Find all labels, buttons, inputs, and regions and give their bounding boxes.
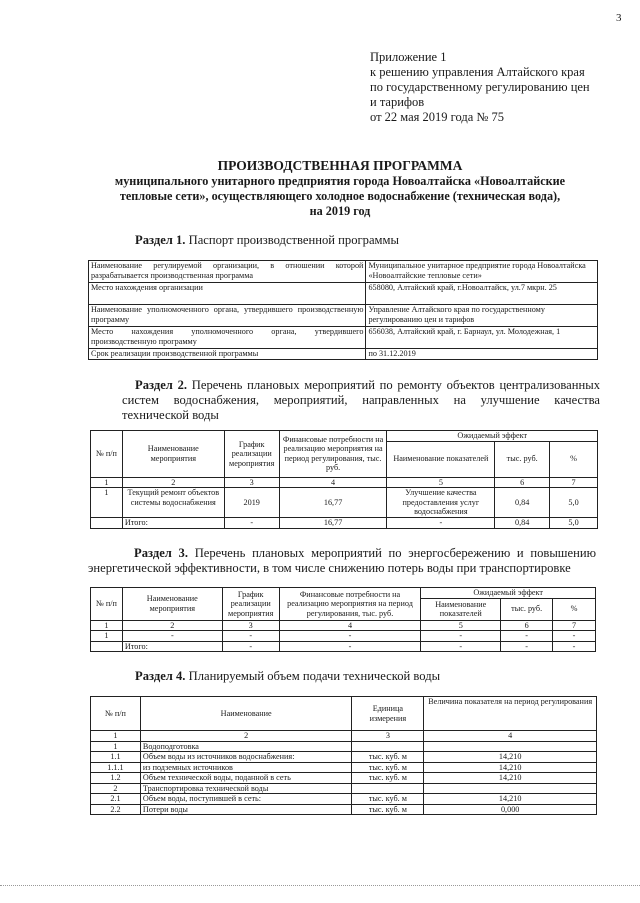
total-indicator: - [387, 518, 495, 529]
column-number: 5 [421, 620, 501, 631]
row-value: 0,000 [424, 804, 597, 815]
column-number: 4 [279, 620, 421, 631]
scan-edge-line [0, 885, 640, 886]
row-pct: - [553, 631, 596, 642]
row-value: 14,210 [424, 752, 597, 763]
passport-value: Муниципальное унитарное предприятие города Новоалтайска «Новоалтайские тепловые сети» [366, 261, 598, 283]
table-row [91, 794, 597, 805]
table-row [89, 327, 598, 349]
row-pct: 5,0 [550, 488, 598, 518]
section2-title: Перечень плановых мероприятий по ремонту объектов централизованных систем водоснабжения, мероприятий, направленных на улучшение качества технической воды [122, 378, 600, 422]
passport-label: Срок реализации производственной программы [89, 349, 366, 360]
total-rub: 0,84 [495, 518, 550, 529]
col-name-header: Наименование мероприятия [122, 431, 224, 478]
total-label: Итого: [122, 518, 224, 529]
total-finance: - [279, 641, 421, 652]
total-rub: - [501, 641, 553, 652]
table-row [91, 752, 597, 763]
table-total-row [91, 641, 596, 652]
column-number: 3 [222, 620, 279, 631]
row-name: Объем воды, поступившей в сеть: [140, 794, 352, 805]
col-finance-header: Финансовые потребности на реализацию мероприятия на период регулирования, тыс. руб. [279, 588, 421, 621]
section4-heading [135, 669, 440, 684]
energy-table [90, 587, 596, 652]
col-effect-header: Ожидаемый эффект [387, 431, 598, 442]
column-number: 3 [224, 477, 279, 488]
passport-value: 658080, Алтайский край, г.Новоалтайск, ул.7 мкрн. 25 [366, 283, 598, 305]
appendix-line: к решению управления Алтайского края [370, 65, 585, 79]
row-unit: тыс. куб. м [352, 773, 424, 784]
row-value: 14,210 [424, 794, 597, 805]
col-pct-header: % [550, 441, 598, 477]
column-number: 2 [122, 477, 224, 488]
table-row [89, 283, 598, 305]
col-schedule-header: График реализации мероприятия [222, 588, 279, 621]
total-finance: 16,77 [279, 518, 387, 529]
appendix-line: по государственному регулированию цен [370, 80, 590, 94]
appendix-block [370, 50, 590, 125]
volume-table [90, 696, 597, 815]
row-unit [352, 783, 424, 794]
table-row [91, 631, 596, 642]
section3-heading [88, 546, 596, 576]
section1-title: Паспорт производственной программы [188, 233, 399, 247]
col-finance-header: Финансовые потребности на реализацию мероприятия на период регулирования, тыс. руб. [279, 431, 387, 478]
row-name: Объем технической воды, поданной в сеть [140, 773, 352, 784]
title-line: муниципального унитарного предприятия города Новоалтайска «Новоалтайские [114, 174, 566, 188]
column-number: 5 [387, 477, 495, 488]
column-number-row [91, 477, 598, 488]
total-label: Итого: [122, 641, 222, 652]
col-num-header: № п/п [91, 431, 123, 478]
repair-table [90, 430, 598, 529]
row-value: 14,210 [424, 762, 597, 773]
passport-label: Наименование уполномоченного органа, утвердившего производственную программу [89, 305, 366, 327]
row-value [424, 783, 597, 794]
column-number: 4 [424, 731, 597, 742]
table-row [89, 305, 598, 327]
row-rub: 0,84 [495, 488, 550, 518]
col-name-header: Наименование [140, 697, 352, 731]
row-schedule: - [222, 631, 279, 642]
table-row [91, 804, 597, 815]
table-header-row [91, 588, 596, 599]
column-number: 7 [553, 620, 596, 631]
section4-title: Планируемый объем подачи технической воды [188, 669, 441, 683]
row-name: - [122, 631, 222, 642]
row-num: 2.1 [91, 794, 141, 805]
column-number: 6 [495, 477, 550, 488]
column-number-row [91, 620, 596, 631]
col-effect-header: Ожидаемый эффект [421, 588, 596, 599]
col-rub-header: тыс. руб. [501, 598, 553, 620]
column-number: 1 [91, 731, 141, 742]
row-finance: 16,77 [279, 488, 387, 518]
row-value [424, 741, 597, 752]
table-row [91, 741, 597, 752]
section4-label: Раздел 4. [135, 669, 186, 683]
table-header-row [91, 697, 597, 731]
passport-label: Место нахождения организации [89, 283, 366, 305]
title-line: тепловые сети», осуществляющего холодное водоснабжение (техническая вода), [119, 189, 561, 203]
column-number: 1 [91, 477, 123, 488]
row-num: 2.2 [91, 804, 141, 815]
table-row [91, 773, 597, 784]
row-num: 1.1.1 [91, 762, 141, 773]
column-number: 4 [279, 477, 387, 488]
row-schedule: 2019 [224, 488, 279, 518]
passport-label: Место нахождения уполномоченного органа, утвердившего производственную программу [89, 327, 366, 349]
passport-table [88, 260, 598, 360]
section2-label: Раздел 2. [135, 378, 188, 392]
page-number: 3 [616, 12, 622, 24]
passport-value: 656038, Алтайский край, г. Барнаул, ул. Молодежная, 1 [366, 327, 598, 349]
section1-heading [135, 233, 399, 248]
row-name: Текущий ремонт объектов системы водоснабжения [122, 488, 224, 518]
row-indicator: - [421, 631, 501, 642]
column-number: 2 [140, 731, 352, 742]
column-number: 7 [550, 477, 598, 488]
table-row [89, 349, 598, 360]
appendix-line: и тарифов [370, 95, 425, 109]
row-unit [352, 741, 424, 752]
row-num: 1.1 [91, 752, 141, 763]
row-name: Транспортировка технической воды [140, 783, 352, 794]
table-row [91, 783, 597, 794]
col-num-header: № п/п [91, 697, 141, 731]
table-header-row [91, 431, 598, 442]
passport-value: по 31.12.2019 [366, 349, 598, 360]
column-number-row [91, 731, 597, 742]
row-name: Объем воды из источников водоснабжения: [140, 752, 352, 763]
row-num: 1 [91, 488, 123, 518]
row-indicator: Улучшение качества предоставления услуг водоснабжения [387, 488, 495, 518]
column-number: 6 [501, 620, 553, 631]
row-finance: - [279, 631, 421, 642]
row-unit: тыс. куб. м [352, 804, 424, 815]
total-pct: - [553, 641, 596, 652]
section1-label: Раздел 1. [135, 233, 186, 247]
row-unit: тыс. куб. м [352, 762, 424, 773]
row-num: 1 [91, 741, 141, 752]
row-unit: тыс. куб. м [352, 752, 424, 763]
section2-heading [122, 378, 600, 423]
col-schedule-header: График реализации мероприятия [224, 431, 279, 478]
appendix-line: Приложение 1 [370, 50, 447, 64]
total-schedule: - [222, 641, 279, 652]
col-unit-header: Единица измерения [352, 697, 424, 731]
row-num: 2 [91, 783, 141, 794]
total-schedule: - [224, 518, 279, 529]
total-indicator: - [421, 641, 501, 652]
column-number: 3 [352, 731, 424, 742]
total-pct: 5,0 [550, 518, 598, 529]
section3-label: Раздел 3. [134, 546, 188, 560]
row-unit: тыс. куб. м [352, 794, 424, 805]
col-indicator-header: Наименование показателей [421, 598, 501, 620]
row-name: Потери воды [140, 804, 352, 815]
passport-value: Управление Алтайского края по государственному регулированию цен и тарифов [366, 305, 598, 327]
row-name: Водоподготовка [140, 741, 352, 752]
document-title [60, 158, 620, 219]
column-number: 2 [122, 620, 222, 631]
col-value-header: Величина показателя на период регулирования [424, 697, 597, 731]
title-line: на 2019 год [309, 204, 371, 218]
col-rub-header: тыс. руб. [495, 441, 550, 477]
table-row [91, 762, 597, 773]
col-name-header: Наименование мероприятия [122, 588, 222, 621]
col-pct-header: % [553, 598, 596, 620]
table-row [89, 261, 598, 283]
table-row [91, 488, 598, 518]
table-total-row [91, 518, 598, 529]
row-num: 1.2 [91, 773, 141, 784]
row-value: 14,210 [424, 773, 597, 784]
row-num: 1 [91, 631, 123, 642]
row-name: из подземных источников [140, 762, 352, 773]
col-num-header: № п/п [91, 588, 123, 621]
row-rub: - [501, 631, 553, 642]
passport-label: Наименование регулируемой организации, в отношении которой разрабатывается производственная программа [89, 261, 366, 283]
col-indicator-header: Наименование показателей [387, 441, 495, 477]
appendix-line: от 22 мая 2019 года № 75 [370, 110, 504, 124]
column-number: 1 [91, 620, 123, 631]
title-line: ПРОИЗВОДСТВЕННАЯ ПРОГРАММА [217, 158, 463, 173]
section3-title: Перечень плановых мероприятий по энергосбережению и повышению энергетической эффективности, в том числе снижению потерь воды при транспортировке [88, 546, 596, 575]
